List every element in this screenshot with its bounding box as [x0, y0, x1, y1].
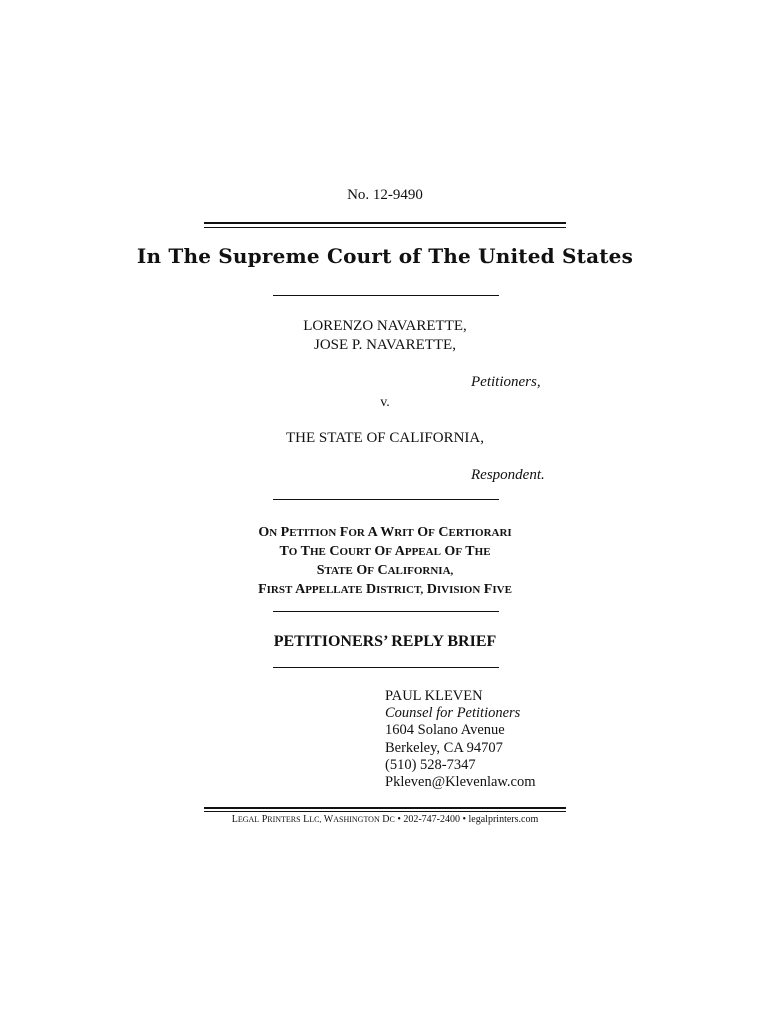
top-rule-lower — [204, 227, 566, 228]
counsel-address-line-1: 1604 Solano Avenue — [385, 722, 505, 739]
brief-title: PETITIONERS’ REPLY BRIEF — [273, 633, 497, 650]
caption-line-1 — [0, 523, 770, 543]
petitioner-name-2: JOSE P. NAVARETTE, — [314, 337, 456, 353]
divider-rule-1 — [273, 295, 499, 296]
respondent-name: THE STATE OF CALIFORNIA, — [286, 430, 484, 446]
caption-text: STATE OF CALIFORNIA, — [316, 563, 454, 578]
printer-footer — [0, 814, 770, 825]
bottom-rule-lower — [204, 811, 566, 812]
divider-rule-4 — [273, 667, 499, 668]
bottom-rule-upper — [204, 807, 566, 809]
versus: v. — [380, 395, 390, 410]
counsel-name: PAUL KLEVEN — [385, 688, 483, 704]
caption-text: ON PETITION FOR A WRIT OF CERTIORARI — [258, 525, 512, 540]
divider-rule-2 — [273, 499, 499, 500]
petitioner-name-1: LORENZO NAVARETTE, — [303, 318, 467, 334]
caption-text: TO THE COURT OF APPEAL OF THE — [279, 544, 491, 559]
divider-rule-3 — [273, 611, 499, 612]
court-name: In The Supreme Court of The United States — [136, 244, 634, 268]
bullet-icon: • — [397, 814, 404, 825]
counsel-block — [385, 688, 536, 791]
respondent-role: Respondent. — [471, 467, 545, 483]
caption-line-3 — [0, 561, 770, 581]
counsel-email: Pkleven@Klevenlaw.com — [385, 774, 536, 791]
petitioners-role: Petitioners, — [471, 374, 541, 390]
printer-name: LEGAL PRINTERS LLC, WASHINGTON DC — [231, 814, 395, 825]
printer-website: legalprinters.com — [468, 814, 539, 825]
printer-phone: 202-747-2400 — [403, 814, 461, 825]
counsel-address-line-2: Berkeley, CA 94707 — [385, 739, 503, 756]
bullet-icon: • — [462, 814, 469, 825]
caption-line-2 — [0, 542, 770, 562]
top-rule-upper — [204, 222, 566, 224]
counsel-phone: (510) 528-7347 — [385, 756, 476, 773]
caption-line-4 — [0, 580, 770, 600]
counsel-title: Counsel for Petitioners — [385, 705, 521, 722]
caption-text: FIRST APPELLATE DISTRICT, DIVISION FIVE — [258, 582, 512, 597]
docket-number: No. 12-9490 — [347, 187, 423, 203]
